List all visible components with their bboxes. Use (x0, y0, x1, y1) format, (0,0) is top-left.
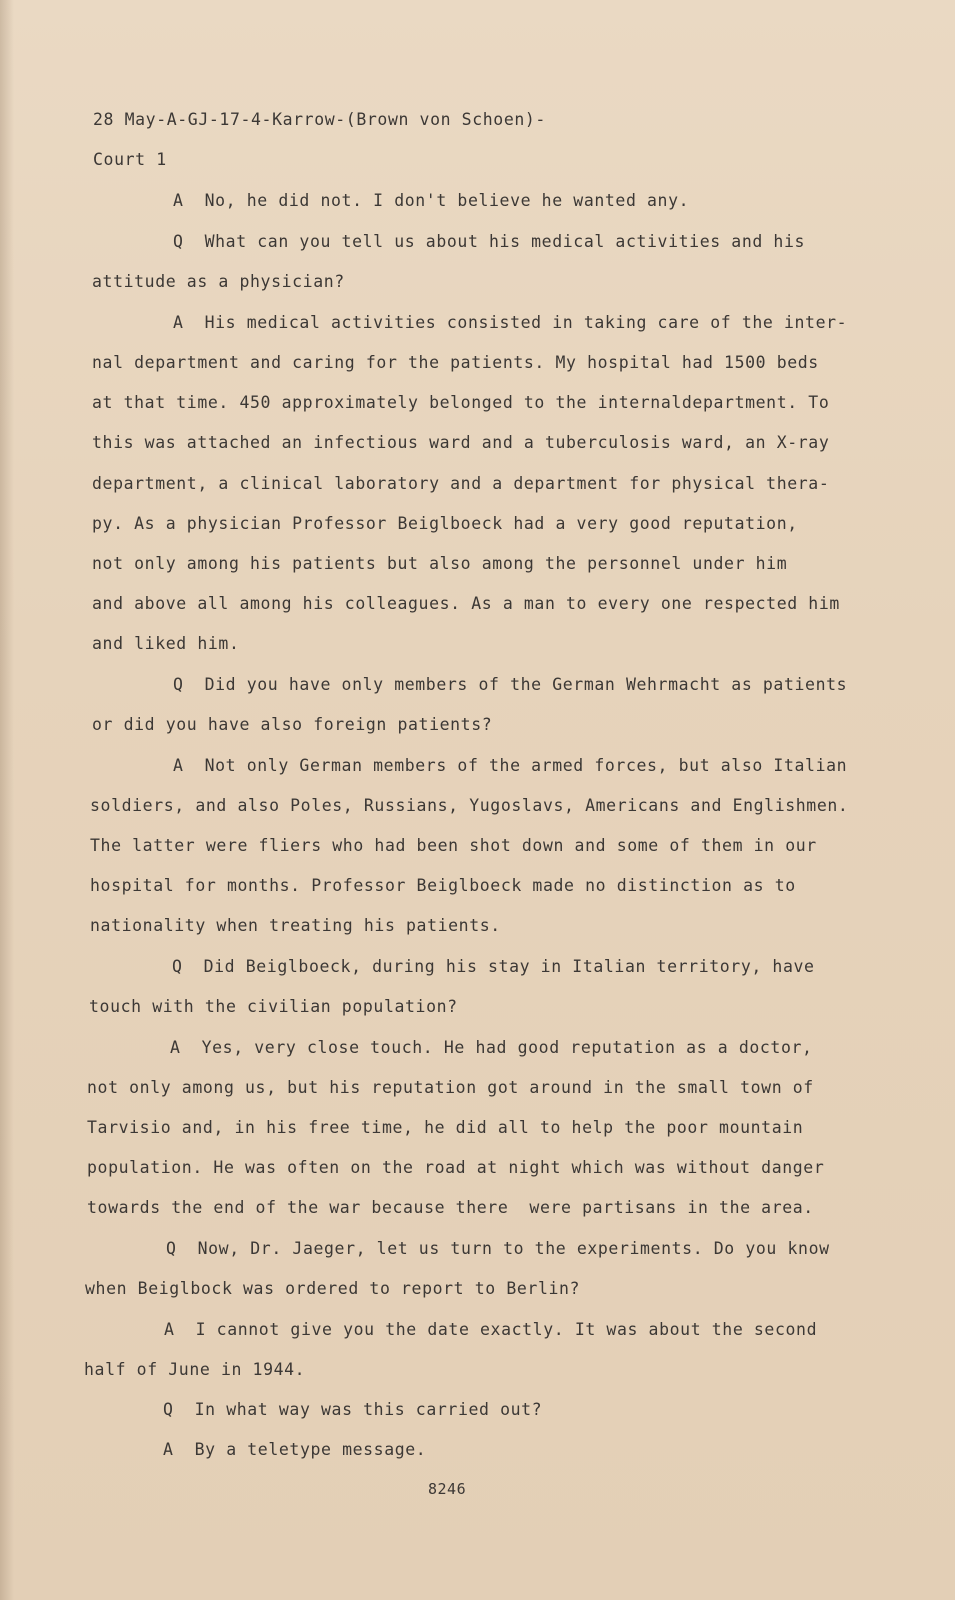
text-line: and liked him. (92, 634, 240, 653)
text-line: touch with the civilian population? (89, 997, 458, 1016)
document-header: 28 May-A-GJ-17-4-Karrow-(Brown von Schoen)- (93, 110, 546, 129)
answer-line: A Yes, very close touch. He had good reputation as a doctor, (170, 1038, 813, 1057)
text-line: at that time. 450 approximately belonged to the internaldepartment. To (92, 393, 830, 412)
text-line: Tarvisio and, in his free time, he did all to help the poor mountain (87, 1118, 804, 1137)
question-line: Q Did you have only members of the German Wehrmacht as patients (173, 675, 848, 694)
text-line: or did you have also foreign patients? (92, 715, 493, 734)
page-edge-shadow (0, 0, 14, 1600)
text-line: when Beiglbock was ordered to report to Berlin? (85, 1279, 581, 1298)
text-line: nationality when treating his patients. (90, 916, 501, 935)
text-line: and above all among his colleagues. As a man to every one respected him (92, 594, 840, 613)
question-line: Q What can you tell us about his medical activities and his (173, 232, 806, 251)
text-line: department, a clinical laboratory and a department for physical thera- (92, 474, 830, 493)
text-line: soldiers, and also Poles, Russians, Yugoslavs, Americans and Englishmen. (90, 796, 849, 815)
text-line: not only among his patients but also among the personnel under him (92, 554, 788, 573)
answer-line: A His medical activities consisted in taking care of the inter- (173, 313, 848, 332)
answer-line: A No, he did not. I don't believe he wanted any. (173, 191, 690, 210)
text-line: nal department and caring for the patients. My hospital had 1500 beds (92, 353, 819, 372)
answer-line: A I cannot give you the date exactly. It was about the second (164, 1320, 818, 1339)
text-line: towards the end of the war because there were partisans in the area. (87, 1198, 814, 1217)
text-line: this was attached an infectious ward and a tuberculosis ward, an X-ray (92, 433, 830, 452)
text-line: not only among us, but his reputation got around in the small town of (87, 1078, 814, 1097)
text-line: The latter were fliers who had been shot down and some of them in our (90, 836, 817, 855)
answer-line: A Not only German members of the armed forces, but also Italian (173, 756, 848, 775)
text-line: attitude as a physician? (92, 272, 345, 291)
page-number: 8246 (428, 1480, 467, 1498)
question-line: Q Did Beiglboeck, during his stay in Italian territory, have (172, 957, 815, 976)
text-line: half of June in 1944. (84, 1360, 306, 1379)
text-line: py. As a physician Professor Beiglboeck had a very good reputation, (92, 514, 798, 533)
court-label: Court 1 (93, 150, 167, 169)
answer-line: A By a teletype message. (163, 1440, 427, 1459)
text-line: population. He was often on the road at night which was without danger (87, 1158, 825, 1177)
question-line: Q Now, Dr. Jaeger, let us turn to the experiments. Do you know (166, 1239, 830, 1258)
question-line: Q In what way was this carried out? (163, 1400, 543, 1419)
text-line: hospital for months. Professor Beiglboeck made no distinction as to (90, 876, 796, 895)
